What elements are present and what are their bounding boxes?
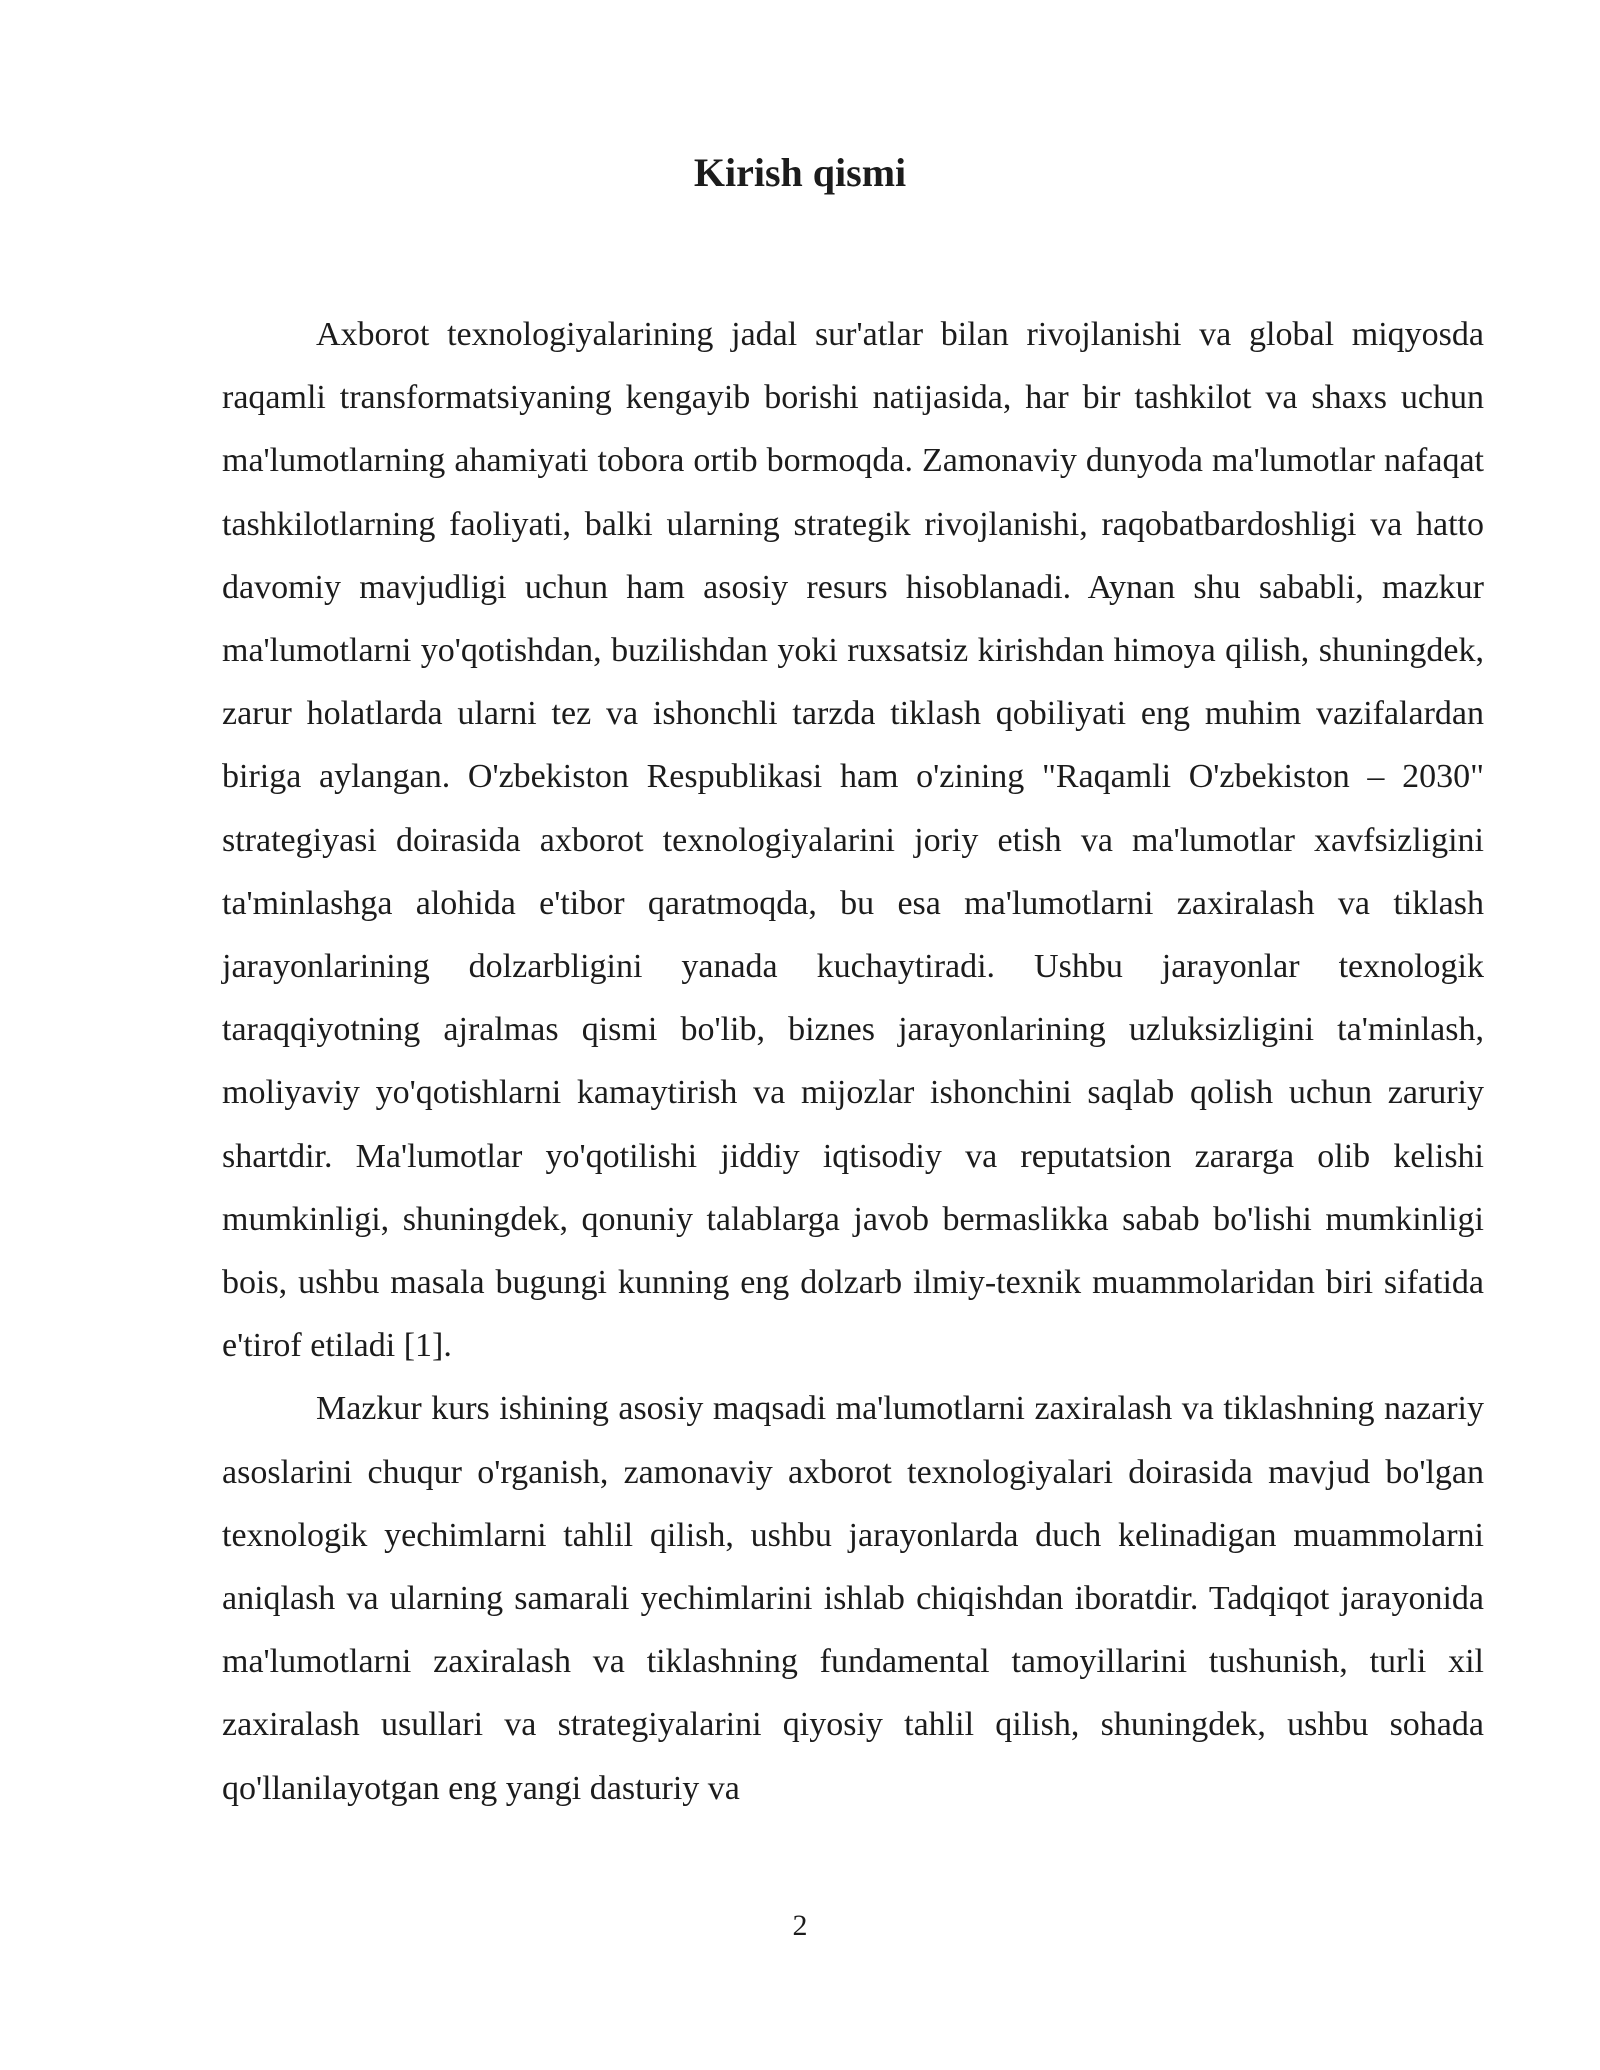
- page-title: Kirish qismi: [693, 150, 907, 195]
- paragraph-1: Axborot texnologiyalarining jadal sur'atlar bilan rivojlanishi va global miqyosda raqamli transformatsiyaning kengayib borishi natijasida, har bir tashkilot va shaxs uchun ma'lumotlarning ahamiyati tobora ortib bormoqda. Zamonaviy dunyoda ma'lumotlar nafaqat tashkilotlarning faoliyati, balki ularning strategik rivojlanishi, raqobatbardoshligi va hatto davomiy mavjudligi uchun ham asosiy resurs hisoblanadi. Aynan shu sababli, mazkur ma'lumotlarni yo'qotishdan, buzilishdan yoki ruxsatsiz kirishdan himoya qilish, shuningdek, zarur holatlarda ularni tez va ishonchli tarzda tiklash qobiliyati eng muhim vazifalardan biriga aylangan. O'zbekiston Respublikasi ham o'zining "Raqamli O'zbekiston – 2030" strategiyasi doirasida axborot texnologiyalarini joriy etish va ma'lumotlar xavfsizligini ta'minlashga alohida e'tibor qaratmoqda, bu esa ma'lumotlarni zaxiralash va tiklash jarayonlarining dolzarbligini yanada kuchaytiradi. Ushbu jarayonlar texnologik taraqqiyotning ajralmas qismi bo'lib, biznes jarayonlarining uzluksizligini ta'minlash, moliyaviy yo'qotishlarni kamaytirish va mijozlar ishonchini saqlab qolish uchun zaruriy shartdir. Ma'lumotlar yo'qotilishi jiddiy iqtisodiy va reputatsion zararga olib kelishi mumkinligi, shuningdek, qonuniy talablarga javob bermaslikka sabab bo'lishi mumkinligi bois, ushbu masala bugungi kunning eng dolzarb ilmiy-texnik muammolaridan biri sifatida e'tirof etiladi [1].: [222, 316, 1484, 1365]
- paragraph-2: Mazkur kurs ishining asosiy maqsadi ma'lumotlarni zaxiralash va tiklashning nazariy asoslarini chuqur o'rganish, zamonaviy axborot texnologiyalari doirasida mavjud bo'lgan texnologik yechimlarni tahlil qilish, ushbu jarayonlarda duch kelinadigan muammolarni aniqlash va ularning samarali yechimlarini ishlab chiqishdan iboratdir. Tadqiqot jarayonida ma'lumotlarni zaxiralash va tiklashning fundamental tamoyillarini tushunish, turli xil zaxiralash usullari va strategiyalarini qiyosiy tahlil qilish, shuningdek, ushbu sohada qo'llanilayotgan eng yangi dasturiy va: [222, 1390, 1484, 1807]
- page-number: 2: [792, 1909, 808, 1942]
- document-body: [222, 303, 1484, 1820]
